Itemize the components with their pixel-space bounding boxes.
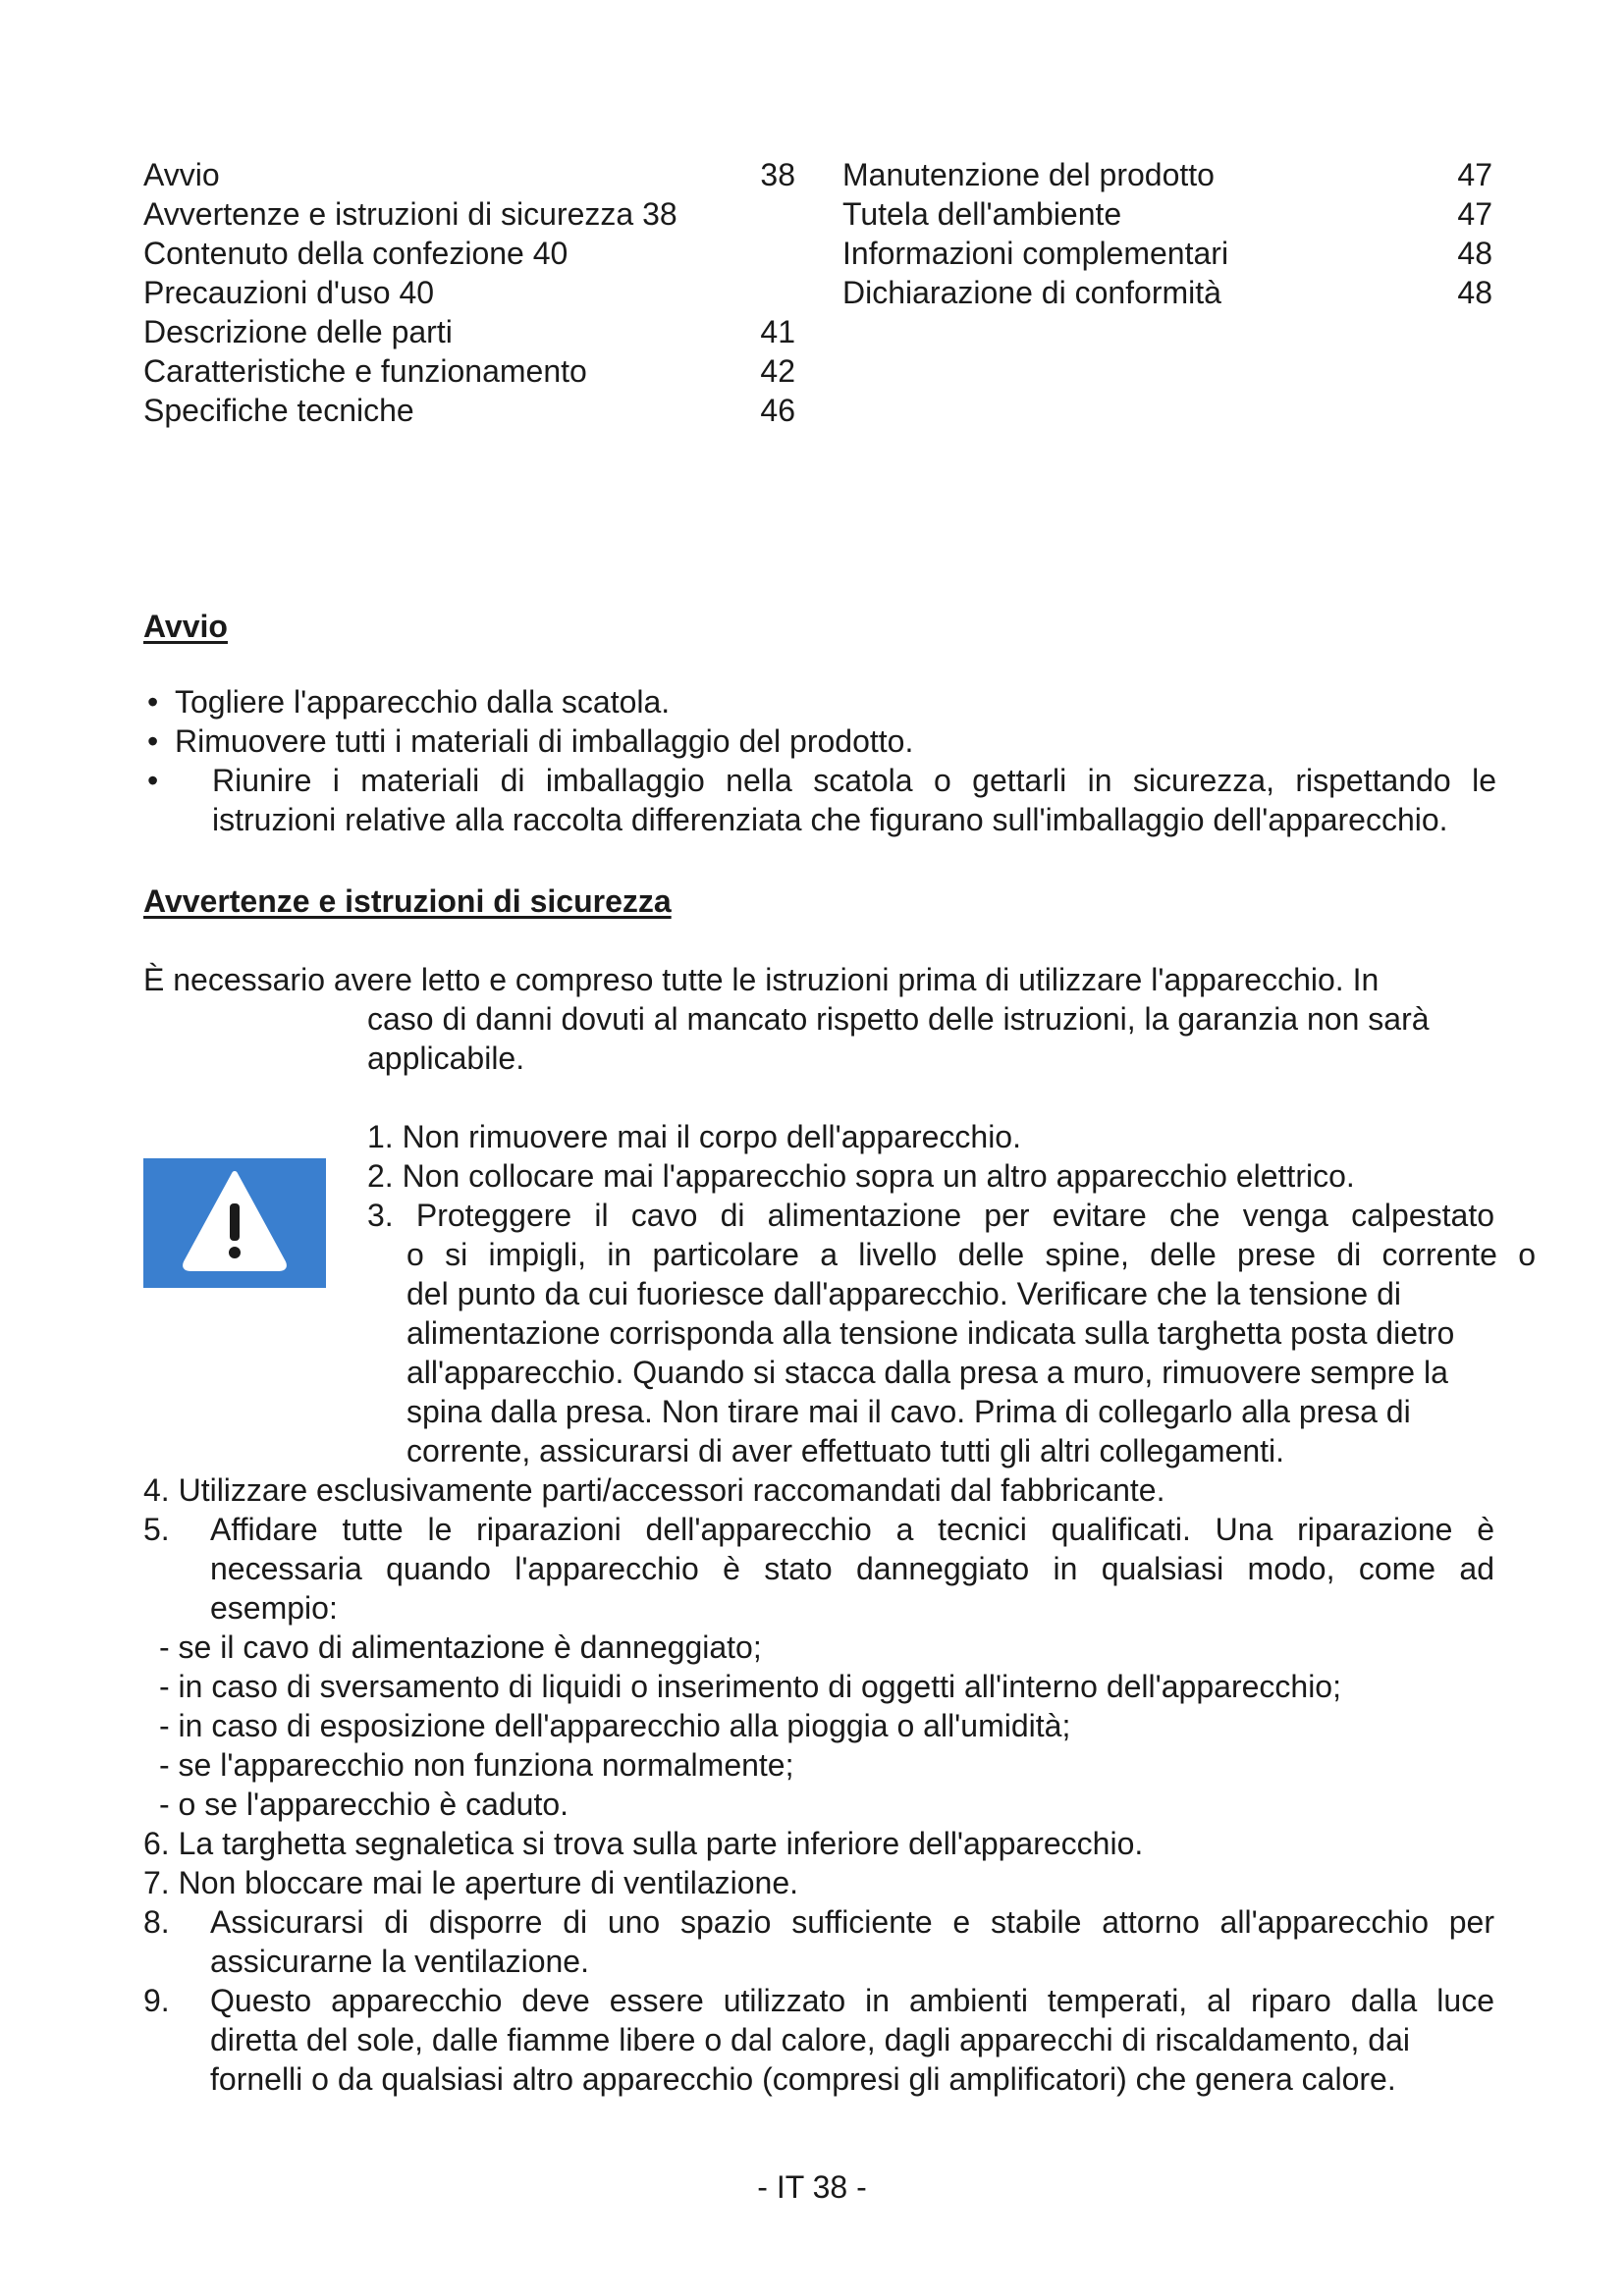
toc-entry-page: 38: [760, 157, 795, 192]
toc-entry[interactable]: [143, 234, 795, 273]
list-item: diretta del sole, dalle fiamme libere o dal calore, dagli apparecchi di riscaldamento, dai: [210, 2022, 1410, 2057]
list-item: assicurarne la ventilazione.: [210, 1944, 589, 1979]
section-heading-avvio: Avvio: [143, 609, 228, 644]
list-item: 2. Non collocare mai l'apparecchio sopra un altro apparecchio elettrico.: [367, 1158, 1355, 1194]
bullet-text: Rimuovere tutti i materiali di imballaggio del prodotto.: [175, 723, 914, 759]
toc-entry[interactable]: [842, 155, 1492, 194]
toc-entry-label: Avvio: [143, 157, 220, 192]
list-item: spina dalla presa. Non tirare mai il cavo. Prima di collegarlo alla presa di: [406, 1394, 1411, 1429]
dash-item: - se l'apparecchio non funziona normalmente;: [159, 1747, 794, 1783]
warning-icon: [143, 1158, 326, 1288]
section-heading-safety: Avvertenze e istruzioni di sicurezza: [143, 883, 672, 919]
list-number: 8.: [143, 1904, 170, 1940]
page-number: - IT 38 -: [757, 2169, 867, 2205]
list-item: fornelli o da qualsiasi altro apparecchio (compresi gli amplificatori) che genera calore.: [210, 2061, 1396, 2097]
toc-entry-page: 42: [760, 353, 795, 389]
intro-text: caso di danni dovuti al mancato rispetto delle istruzioni, la garanzia non sarà: [367, 1001, 1430, 1037]
list-number: 5.: [143, 1512, 170, 1547]
list-item: Assicurarsi di disporre di uno spazio sufficiente e stabile attorno all'apparecchio per: [210, 1904, 1494, 1940]
dash-item: - in caso di esposizione dell'apparecchio alla pioggia o all'umidità;: [159, 1708, 1071, 1743]
list-item: alimentazione corrisponda alla tensione indicata sulla targhetta posta dietro: [406, 1315, 1455, 1351]
toc-entry-label: Dichiarazione di conformità: [842, 275, 1221, 310]
toc-entry-label: Caratteristiche e funzionamento: [143, 353, 587, 389]
list-item: all'apparecchio. Quando si stacca dalla presa a muro, rimuovere sempre la: [406, 1355, 1448, 1390]
dash-item: - in caso di sversamento di liquidi o inserimento di oggetti all'interno dell'apparecchio;: [159, 1669, 1341, 1704]
list-item: 7. Non bloccare mai le aperture di ventilazione.: [143, 1865, 799, 1900]
toc-entry-label: Manutenzione del prodotto: [842, 157, 1215, 192]
toc-entry[interactable]: [143, 351, 795, 391]
toc-entry-page: 48: [1457, 236, 1492, 271]
toc-entry[interactable]: [143, 312, 795, 351]
toc-entry-page: 46: [760, 393, 795, 428]
list-item: esempio:: [210, 1590, 338, 1626]
list-item: corrente, assicurarsi di aver effettuato tutti gli altri collegamenti.: [406, 1433, 1285, 1468]
list-item: 6. La targhetta segnaletica si trova sulla parte inferiore dell'apparecchio.: [143, 1826, 1144, 1861]
bullet-text: Riunire i materiali di imballaggio nella scatola o gettarli in sicurezza, rispettando le: [212, 763, 1496, 798]
list-item: del punto da cui fuoriesce dall'apparecchio. Verificare che la tensione di: [406, 1276, 1401, 1311]
toc-entry[interactable]: [143, 391, 795, 430]
toc-entry-label: Informazioni complementari: [842, 236, 1229, 271]
bullet-marker: •: [147, 723, 159, 759]
toc-entry-page: 48: [1457, 275, 1492, 310]
toc-entry[interactable]: [842, 234, 1492, 273]
toc-entry-label: Tutela dell'ambiente: [842, 196, 1122, 232]
toc-entry-page: 47: [1457, 157, 1492, 192]
toc-entry[interactable]: [842, 194, 1492, 234]
dash-item: - o se l'apparecchio è caduto.: [159, 1787, 569, 1822]
toc-entry-page: 41: [760, 314, 795, 349]
toc-entry-label: Avvertenze e istruzioni di sicurezza 38: [143, 196, 677, 232]
list-number: 9.: [143, 1983, 170, 2018]
list-item: 1. Non rimuovere mai il corpo dell'apparecchio.: [367, 1119, 1021, 1154]
list-item: 4. Utilizzare esclusivamente parti/accessori raccomandati dal fabbricante.: [143, 1472, 1165, 1508]
bullet-marker: •: [147, 684, 159, 720]
bullet-marker: •: [147, 763, 159, 798]
intro-text: applicabile.: [367, 1041, 525, 1076]
toc-entry-page: 47: [1457, 196, 1492, 232]
list-item: Questo apparecchio deve essere utilizzato in ambienti temperati, al riparo dalla luce: [210, 1983, 1494, 2018]
dash-item: - se il cavo di alimentazione è danneggiato;: [159, 1629, 762, 1665]
list-item: o si impigli, in particolare a livello delle spine, delle prese di corrente o: [406, 1237, 1536, 1272]
toc-entry-label: Precauzioni d'uso 40: [143, 275, 435, 310]
intro-text: È necessario avere letto e compreso tutte le istruzioni prima di utilizzare l'apparecchio. In: [143, 962, 1380, 997]
toc-entry-label: Descrizione delle parti: [143, 314, 453, 349]
list-item: necessaria quando l'apparecchio è stato danneggiato in qualsiasi modo, come ad: [210, 1551, 1494, 1586]
toc-entry-label: Contenuto della confezione 40: [143, 236, 568, 271]
toc-entry-label: Specifiche tecniche: [143, 393, 414, 428]
list-item: Affidare tutte le riparazioni dell'apparecchio a tecnici qualificati. Una riparazione è: [210, 1512, 1494, 1547]
list-item: 3. Proteggere il cavo di alimentazione per evitare che venga calpestato: [367, 1198, 1494, 1233]
bullet-text: istruzioni relative alla raccolta differenziata che figurano sull'imballaggio dell'apparecchio.: [212, 802, 1448, 837]
toc-entry[interactable]: [842, 273, 1492, 312]
toc-entry[interactable]: [143, 155, 795, 194]
toc-entry[interactable]: [143, 273, 795, 312]
bullet-text: Togliere l'apparecchio dalla scatola.: [175, 684, 671, 720]
toc-entry[interactable]: [143, 194, 795, 234]
